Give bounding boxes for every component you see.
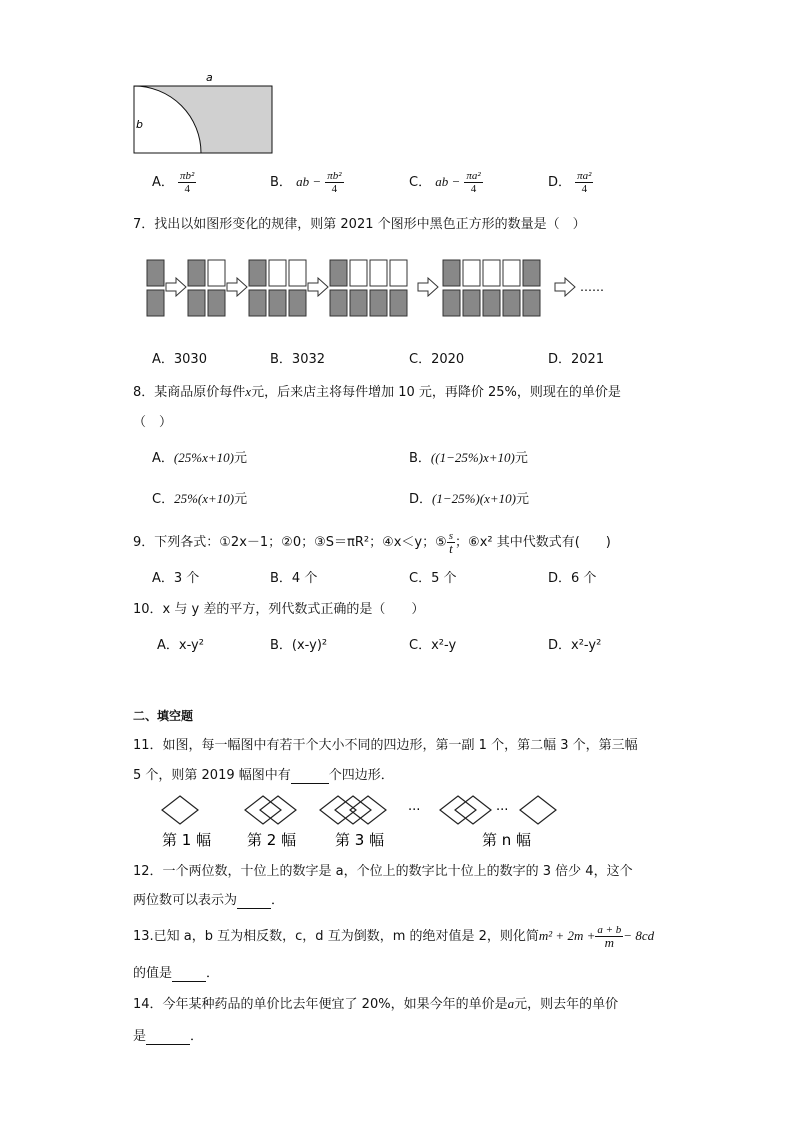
q10-option-a[interactable]: A．x-y² [157,638,204,653]
q8-stem: 8．某商品原价每件x元，后来店主将每件增加 10 元，再降价 25%，则现在的单价是 [133,384,621,400]
q7-option-a[interactable]: A．3030 [152,352,207,367]
answer-blank[interactable] [291,768,329,784]
q7-stem: 7．找出以如图形变化的规律，则第 2021 个图形中黑色正方形的数量是（ ） [133,217,586,232]
arrow-icon [227,278,247,296]
q8-option-b[interactable]: B．((1−25%)x+10)元 [409,450,528,466]
option-fraction: $\frac{\text{πb²}}{4}$ [327,170,342,195]
q11-line2: 5 个，则第 2019 幅图中有 个四边形． [133,768,394,783]
answer-blank[interactable] [237,893,271,909]
q9-stem: 9．下列各式：①2x－1；②0；③S＝πR²；④x＜y；⑤ $\frac{s}{t}$ ；⑥x² 其中代数式有( ) [133,530,611,556]
arrow-icon [166,278,186,296]
q11-line1: 11．如图，每一幅图中有若干个大小不同的四边形，第一副 1 个，第二幅 3 个，第三幅 [133,738,638,753]
q9-option-a[interactable]: A．3 个 [152,571,200,586]
pattern-step-5 [443,260,540,316]
option-fraction: $\frac{\text{πa²}}{4}$ [577,170,592,195]
q7-option-c[interactable]: C．2020 [409,352,465,367]
option-prefix: ab − [296,174,322,189]
pattern-step-1 [147,260,164,316]
section-title: 二、填空题 [133,709,194,723]
q9-option-d[interactable]: D．6 个 [548,571,597,586]
answer-blank[interactable] [146,1029,190,1045]
caption-2: 第 2 幅 [247,831,297,849]
caption-1: 第 1 幅 [162,831,212,849]
option-fraction: $\frac{\text{πa²}}{4}$ [466,170,481,195]
q6-rectangle-figure [128,68,278,158]
q10-option-b[interactable]: B．(x-y)² [270,638,328,653]
figure-ellipsis-1: ··· [408,803,421,818]
answer-blank[interactable] [172,966,206,982]
q10-stem: 10．x 与 y 差的平方，列代数式正确的是（ ） [133,602,425,617]
label-b: b [136,118,143,131]
option-letter: B． [270,175,292,190]
caption-3: 第 3 幅 [335,831,385,849]
option-letter: A． [152,175,174,190]
q7-option-d[interactable]: D．2021 [548,352,605,367]
option-letter: C． [409,175,432,190]
q9-option-b[interactable]: B．4 个 [270,571,318,586]
q13-line1: 13.已知 a，b 互为相反数，c，d 互为倒数，m 的绝对值是 2，则化简m² + 2m + $\frac{a + b}{m}$ − 8cd [133,924,655,950]
figure-ellipsis-2: ··· [496,803,509,818]
q8-option-a[interactable]: A．(25%x+10)元 [152,450,247,466]
arrow-icon [418,278,438,296]
q10-option-c[interactable]: C．x²-y [409,638,457,653]
q14-line2: 是 ． [133,1029,204,1044]
q9-option-c[interactable]: C．5 个 [409,571,457,586]
q10-option-d[interactable]: D．x²-y² [548,638,602,653]
q11-rhombus-figure [150,792,570,852]
arrow-icon [308,278,328,296]
q7-pattern-figure [140,255,610,320]
q12-line1: 12．一个两位数，十位上的数字是 a，个位上的数字比十位上的数字的 3 倍少 4，这个 [133,864,633,879]
pattern-ellipsis: …… [580,280,604,294]
option-letter: D． [548,175,572,190]
label-a: a [206,71,213,84]
pattern-step-3 [249,260,306,316]
pattern-step-4 [330,260,407,316]
option-fraction: $\frac{\text{πb²}}{4}$ [180,170,195,195]
arrow-icon [555,278,575,296]
q6-option-c[interactable] [409,170,483,195]
q8-option-c[interactable]: C．25%(x+10)元 [152,491,248,507]
caption-n: 第 n 幅 [482,831,532,849]
q6-option-d[interactable] [548,170,593,195]
q13-line2: 的值是 ． [133,966,220,981]
q6-option-a[interactable] [152,170,196,195]
option-prefix: ab − [435,174,461,189]
q8-option-d[interactable]: D．(1−25%)(x+10)元 [409,491,529,507]
q7-option-b[interactable]: B．3032 [270,352,326,367]
q12-line2: 两位数可以表示为 ． [133,893,285,908]
pattern-step-2 [188,260,225,316]
a-plus-b-over-m-fraction: $\frac{a + b}{m}$ [597,924,622,950]
s-over-t-fraction: $\frac{s}{t}$ [448,530,454,556]
q6-option-b[interactable] [270,170,344,195]
q8-stem-bracket: （ ） [133,415,173,430]
q14-line1: 14．今年某种药品的单价比去年便宜了 20%，如果今年的单价是a元，则去年的单价 [133,996,619,1012]
